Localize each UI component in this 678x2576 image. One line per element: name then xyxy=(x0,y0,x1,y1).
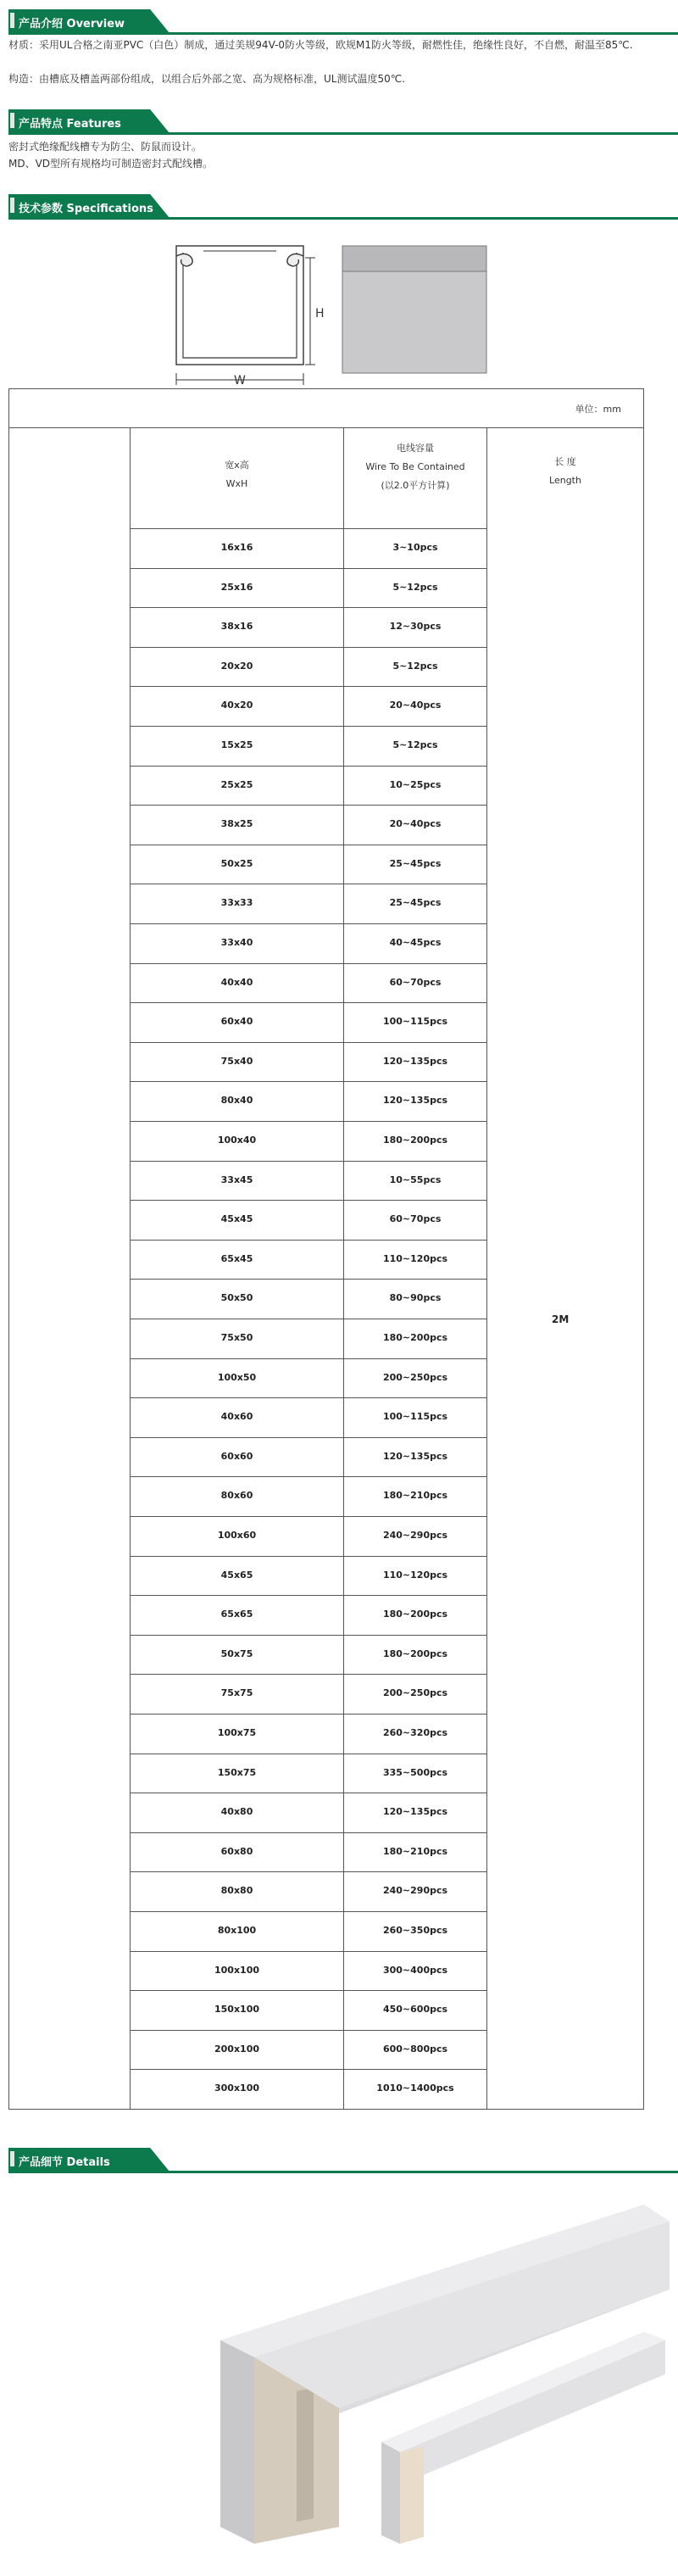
row-size: 50x50 xyxy=(220,1292,253,1304)
row-divider xyxy=(131,766,486,767)
row-capacity: 25~45pcs xyxy=(389,897,442,909)
capacity-header-cn: 电线容量 xyxy=(397,443,434,454)
row-divider xyxy=(131,1081,486,1082)
row-capacity: 120~135pcs xyxy=(382,1095,448,1107)
section-rule xyxy=(8,217,678,220)
row-divider xyxy=(131,686,486,687)
row-capacity: 80~90pcs xyxy=(389,1292,442,1304)
row-size: 50x25 xyxy=(220,857,253,869)
row-size: 60x40 xyxy=(220,1016,253,1028)
product-photo xyxy=(170,2188,670,2561)
length-header-en: Length xyxy=(549,475,581,486)
overview-structure-text: 构造：由槽底及槽盖两部份组成，以组合后外部之宽、高为规格标准，UL测试温度50℃. xyxy=(8,73,406,85)
row-size: 150x75 xyxy=(217,1766,257,1778)
row-size: 75x75 xyxy=(220,1687,253,1699)
row-capacity: 12~30pcs xyxy=(389,621,442,633)
row-capacity: 300~400pcs xyxy=(382,1964,448,1976)
row-size: 33x33 xyxy=(220,897,253,909)
row-size: 25x25 xyxy=(220,778,253,790)
row-size: 33x40 xyxy=(220,937,253,948)
row-size: 25x16 xyxy=(220,581,253,593)
column-divider xyxy=(486,427,487,2109)
unit-label: 单位：mm xyxy=(575,404,621,415)
row-divider xyxy=(131,1279,486,1280)
row-capacity: 335~500pcs xyxy=(382,1766,448,1778)
row-divider xyxy=(131,1516,486,1517)
row-capacity: 20~40pcs xyxy=(389,818,442,830)
row-divider xyxy=(131,1911,486,1912)
row-size: 38x25 xyxy=(220,818,253,830)
row-divider xyxy=(131,1595,486,1596)
features-line-2: MD、VD型所有规格均可制造密封式配线槽。 xyxy=(8,158,214,170)
row-size: 45x65 xyxy=(220,1569,253,1581)
length-header xyxy=(487,427,643,528)
unit-row xyxy=(9,389,643,428)
row-size: 65x65 xyxy=(220,1609,253,1620)
row-capacity: 120~135pcs xyxy=(382,1055,448,1067)
capacity-header-en: Wire To Be Contained xyxy=(365,461,465,472)
row-size: 20x20 xyxy=(220,660,253,672)
row-size: 65x45 xyxy=(220,1252,253,1264)
details-heading: 产品细节 Details xyxy=(19,2156,110,2169)
overview-section-header xyxy=(0,7,678,36)
row-size: 38x16 xyxy=(220,621,253,633)
row-capacity: 100~115pcs xyxy=(382,1411,448,1423)
row-size: 40x80 xyxy=(220,1806,253,1818)
height-dimension xyxy=(305,258,315,365)
length-value: 2M xyxy=(552,1313,570,1325)
height-label: H xyxy=(315,307,325,321)
row-size: 75x40 xyxy=(220,1055,253,1067)
overview-material-text: 材质：采用UL合格之南亚PVC（白色）制成，通过美规94V-0防火等级，欧规M1防火等级，耐燃性佳，绝缘性良好，不自燃，耐温至85℃. xyxy=(8,39,633,51)
row-divider xyxy=(131,1042,486,1043)
features-section-header xyxy=(0,107,678,136)
row-divider xyxy=(131,1832,486,1833)
row-capacity: 60~70pcs xyxy=(389,976,442,988)
row-capacity: 200~250pcs xyxy=(382,1371,448,1383)
row-capacity: 260~320pcs xyxy=(382,1727,448,1738)
size-header-en: WxH xyxy=(225,478,248,489)
row-capacity: 180~210pcs xyxy=(382,1490,448,1502)
row-size: 100x100 xyxy=(214,1964,260,1976)
row-divider xyxy=(131,1990,486,1991)
row-capacity: 5~12pcs xyxy=(392,581,438,593)
row-divider xyxy=(131,1674,486,1675)
row-size: 60x80 xyxy=(220,1845,253,1857)
row-capacity: 240~290pcs xyxy=(382,1530,448,1541)
row-capacity: 25~45pcs xyxy=(389,857,442,869)
row-size: 150x100 xyxy=(214,2004,260,2016)
row-divider xyxy=(131,1714,486,1715)
row-capacity: 180~210pcs xyxy=(382,1845,448,1857)
row-capacity: 180~200pcs xyxy=(382,1609,448,1620)
row-size: 80x100 xyxy=(217,1925,257,1936)
row-divider xyxy=(131,1240,486,1241)
section-tab-mark xyxy=(10,13,14,28)
row-divider xyxy=(131,1200,486,1201)
row-size: 80x60 xyxy=(220,1490,253,1502)
row-divider xyxy=(131,568,486,569)
row-divider xyxy=(131,923,486,924)
row-capacity: 200~250pcs xyxy=(382,1687,448,1699)
row-size: 300x100 xyxy=(214,2083,260,2094)
row-divider xyxy=(131,1476,486,1477)
row-divider xyxy=(131,1121,486,1122)
row-capacity: 10~25pcs xyxy=(389,778,442,790)
row-divider xyxy=(131,1556,486,1557)
length-header-cn: 长 度 xyxy=(554,456,576,467)
row-capacity: 3~10pcs xyxy=(392,542,438,553)
row-size: 80x40 xyxy=(220,1095,253,1107)
section-rule xyxy=(8,32,678,35)
size-header xyxy=(131,427,343,528)
row-capacity: 110~120pcs xyxy=(382,1252,448,1264)
row-divider xyxy=(131,963,486,964)
row-capacity: 180~200pcs xyxy=(382,1648,448,1659)
row-size: 80x80 xyxy=(220,1885,253,1897)
row-divider xyxy=(131,528,486,529)
specs-heading: 技术参数 Specifications xyxy=(19,203,153,215)
width-label: W xyxy=(234,374,246,388)
details-section-header xyxy=(0,2145,678,2174)
section-rule xyxy=(8,2171,678,2173)
size-header-cn: 宽x高 xyxy=(225,460,249,471)
row-capacity: 120~135pcs xyxy=(382,1450,448,1462)
row-capacity: 120~135pcs xyxy=(382,1806,448,1818)
row-divider xyxy=(131,726,486,727)
row-size: 16x16 xyxy=(220,542,253,553)
row-capacity: 180~200pcs xyxy=(382,1332,448,1343)
cross-section-diagram xyxy=(170,239,492,393)
row-capacity: 110~120pcs xyxy=(382,1569,448,1581)
row-size: 100x50 xyxy=(217,1371,257,1383)
specs-section-header xyxy=(0,192,678,220)
row-capacity: 240~290pcs xyxy=(382,1885,448,1897)
row-size: 100x40 xyxy=(217,1135,257,1146)
row-divider xyxy=(131,2069,486,2070)
row-divider xyxy=(131,1635,486,1636)
row-divider xyxy=(131,1002,486,1003)
row-divider xyxy=(131,1871,486,1872)
row-capacity: 10~55pcs xyxy=(389,1174,442,1185)
section-tab-mark xyxy=(10,113,14,128)
trunk-cross-section xyxy=(176,246,303,365)
row-capacity: 20~40pcs xyxy=(389,700,442,711)
row-capacity: 600~800pcs xyxy=(382,2043,448,2055)
row-size: 75x50 xyxy=(220,1332,253,1343)
row-capacity: 1010~1400pcs xyxy=(376,2083,454,2094)
row-divider xyxy=(131,2030,486,2031)
row-size: 15x25 xyxy=(220,739,253,750)
row-capacity: 60~70pcs xyxy=(389,1213,442,1225)
row-divider xyxy=(131,1397,486,1398)
row-divider xyxy=(131,647,486,648)
row-size: 40x20 xyxy=(220,700,253,711)
row-capacity: 450~600pcs xyxy=(382,2004,448,2016)
row-size: 200x100 xyxy=(214,2043,260,2055)
section-tab-mark xyxy=(10,2151,14,2166)
features-line-1: 密封式绝缘配线槽专为防尘、防鼠而设计。 xyxy=(8,141,203,153)
row-size: 60x60 xyxy=(220,1450,253,1462)
row-size: 40x40 xyxy=(220,976,253,988)
section-rule xyxy=(8,132,678,135)
row-size: 45x45 xyxy=(220,1213,253,1225)
row-divider xyxy=(131,1358,486,1359)
row-divider xyxy=(131,805,486,806)
row-capacity: 40~45pcs xyxy=(389,937,442,948)
row-size: 50x75 xyxy=(220,1648,253,1659)
row-capacity: 5~12pcs xyxy=(392,660,438,672)
row-size: 33x45 xyxy=(220,1174,253,1185)
trunk-face-view xyxy=(342,246,486,373)
capacity-header-note: (以2.0平方计算) xyxy=(381,480,450,491)
row-size: 100x60 xyxy=(217,1530,257,1541)
row-divider xyxy=(131,1161,486,1162)
row-size: 40x60 xyxy=(220,1411,253,1423)
row-divider xyxy=(131,607,486,608)
section-tab-mark xyxy=(10,198,14,213)
spec-table xyxy=(8,388,644,2110)
row-size: 100x75 xyxy=(217,1727,257,1738)
row-capacity: 180~200pcs xyxy=(382,1135,448,1146)
overview-heading: 产品介绍 Overview xyxy=(19,18,125,31)
row-divider xyxy=(131,1951,486,1952)
row-capacity: 100~115pcs xyxy=(382,1016,448,1028)
row-capacity: 5~12pcs xyxy=(392,739,438,750)
row-divider xyxy=(131,1437,486,1438)
capacity-header xyxy=(344,427,486,528)
row-capacity: 260~350pcs xyxy=(382,1925,448,1936)
features-heading: 产品特点 Features xyxy=(19,118,121,131)
